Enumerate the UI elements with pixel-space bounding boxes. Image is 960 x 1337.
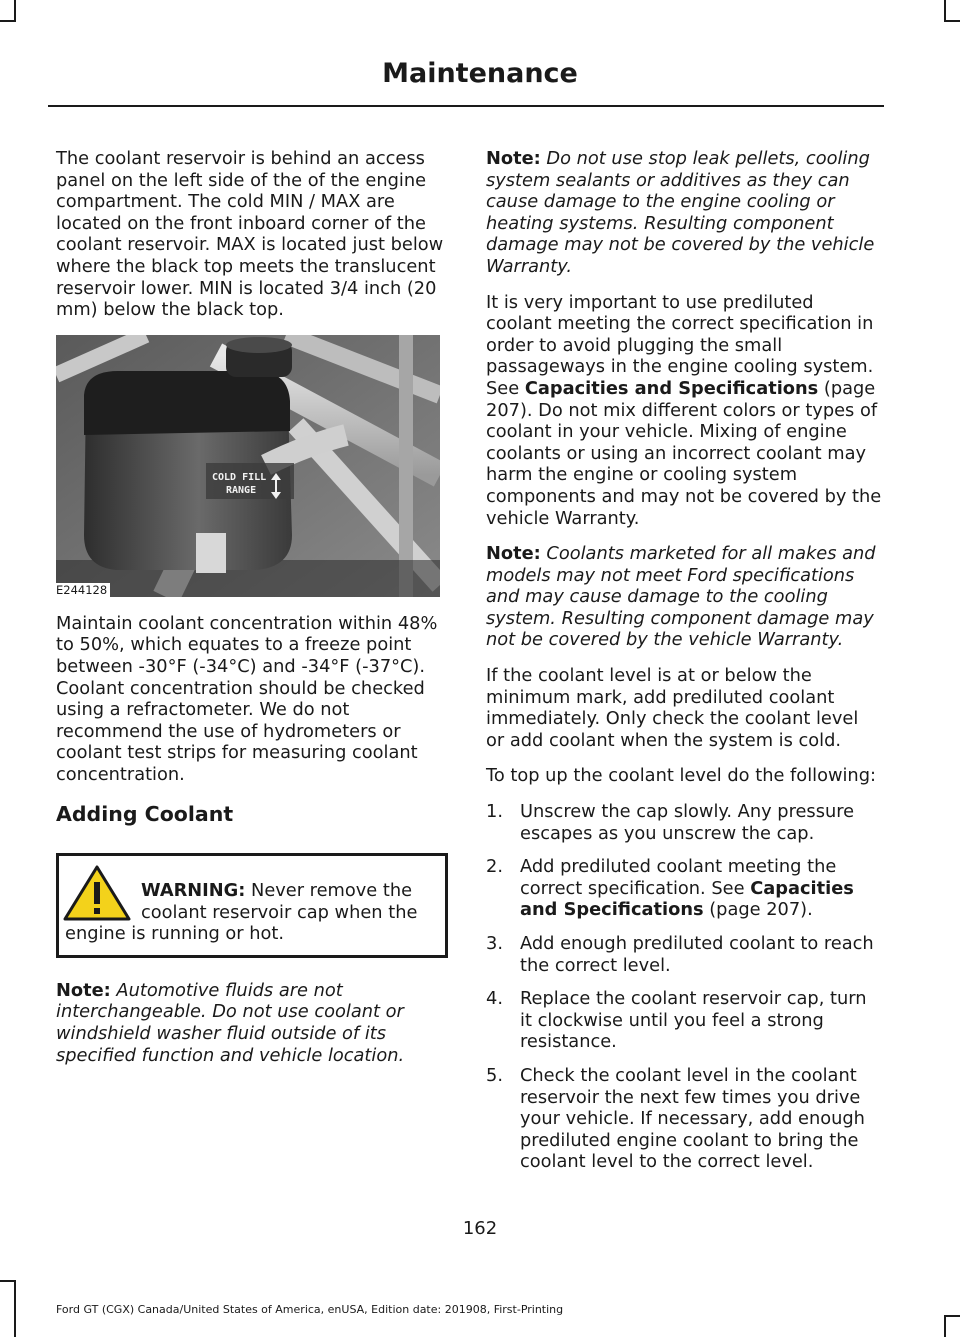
note-text: Automotive fluids are not interchangeable. Do not use coolant or windshield washer fluid outside of its specified function and vehicle location. <box>56 979 405 1066</box>
cold-fill-label: COLD FILL <box>212 471 267 483</box>
prediluted-paragraph <box>486 292 882 530</box>
crop-mark <box>14 1280 16 1337</box>
note-stop-leak <box>486 148 882 278</box>
left-column <box>56 148 448 1080</box>
footer-edition: Ford GT (CGX) Canada/United States of America, enUSA, Edition date: 201908, First-Printing <box>56 1303 564 1316</box>
concentration-paragraph: Maintain coolant concentration within 48% to 50%, which equates to a freeze point between -30°F (-34°C) and -34°F (-37°C). Coolant concentration should be checked using a refractometer. We do not recommend the use of hydrometers or coolant test strips for measuring coolant concentration. <box>56 612 438 785</box>
step-number: 2. <box>486 856 503 878</box>
capacities-link[interactable]: Capacities and Specifications <box>524 377 819 399</box>
list-item <box>486 988 882 1053</box>
list-item <box>486 856 882 921</box>
crop-mark <box>944 1315 960 1317</box>
step-number: 3. <box>486 933 503 954</box>
note-label: Note: <box>486 543 541 565</box>
figure-id: E244128 <box>56 583 110 597</box>
step-text: Replace the coolant reservoir cap, turn it clockwise until you feel a strong resistance. <box>520 988 867 1053</box>
step-text: Add enough prediluted coolant to reach the correct level. <box>520 933 874 976</box>
note-text: Do not use stop leak pellets, cooling system sealants or additives as they can cause damage to the engine cooling or heating systems. Resulting component damage may not be covered by the vehicle Warranty. <box>486 148 875 277</box>
step-text: Add prediluted coolant meeting the correct specification. See <box>520 856 837 899</box>
note-coolants-marketed <box>486 543 882 651</box>
crop-mark <box>0 20 16 22</box>
intro-paragraph: The coolant reservoir is behind an access panel on the left side of the of the engine compartment. The cold MIN / MAX are located on the front inboard corner of the coolant reservoir. MAX is located just below where the black top meets the translucent reservoir lower. MIN is located 3/4 inch (20 mm) below the black top. <box>56 148 444 321</box>
crop-mark <box>944 20 960 22</box>
level-paragraph: If the coolant level is at or below the minimum mark, add prediluted coolant immediately. Only check the coolant level or add coolant when the system is cold. <box>486 665 859 751</box>
paragraph-text: (page 207). Do not mix different colors or types of coolant in your vehicle. Mixing of engine coolants or using an incorrect coolant may harm the engine or cooling system components and may not be covered by the vehicle Warranty. <box>486 377 882 529</box>
right-column <box>486 148 882 1185</box>
warning-body: Never remove the coolant reservoir cap when the engine is running or hot. <box>65 880 418 945</box>
crop-mark <box>944 0 946 22</box>
header-rule <box>48 105 884 107</box>
step-number: 5. <box>486 1064 503 1086</box>
page-number: 162 <box>462 1218 498 1239</box>
warning-label: WARNING: <box>141 880 246 902</box>
topup-steps <box>486 801 882 1173</box>
note-label: Note: <box>56 979 111 1001</box>
crop-mark <box>944 1315 946 1337</box>
list-item <box>486 801 882 844</box>
step-number: 4. <box>486 988 503 1010</box>
note-fluids <box>56 980 448 1066</box>
paragraph-text: It is very important to use prediluted coolant meeting the correct specification in order to avoid plugging the small passageways in the engine cooling system. See <box>486 291 874 399</box>
warning-box <box>56 853 448 958</box>
note-text: Coolants marketed for all makes and models may not meet Ford specifications and may cause damage to the cooling system. Resulting component damage may not be covered by the vehicle Warranty. <box>486 543 876 651</box>
step-text: (page 207). <box>703 899 813 921</box>
warning-triangle-icon <box>63 864 131 922</box>
coolant-reservoir-illustration <box>56 335 440 597</box>
page-title: Maintenance <box>382 58 578 89</box>
section-heading: Adding Coolant <box>56 801 234 826</box>
list-item <box>486 1065 882 1173</box>
range-label: RANGE <box>226 484 257 496</box>
list-item <box>486 933 882 976</box>
step-text: Check the coolant level in the coolant reservoir the next few times you drive your vehicle. If necessary, add enough prediluted engine coolant to bring the coolant level to the correct level. <box>520 1064 865 1173</box>
step-text: Unscrew the cap slowly. Any pressure escapes as you unscrew the cap. <box>520 801 855 844</box>
crop-mark <box>0 1280 16 1282</box>
capacities-link[interactable]: Capacities and Specifications <box>520 877 854 921</box>
note-label: Note: <box>486 148 541 169</box>
topup-intro: To top up the coolant level do the following: <box>486 765 876 787</box>
step-number: 1. <box>486 801 503 823</box>
crop-mark <box>14 0 16 22</box>
coolant-reservoir-figure <box>56 335 440 597</box>
